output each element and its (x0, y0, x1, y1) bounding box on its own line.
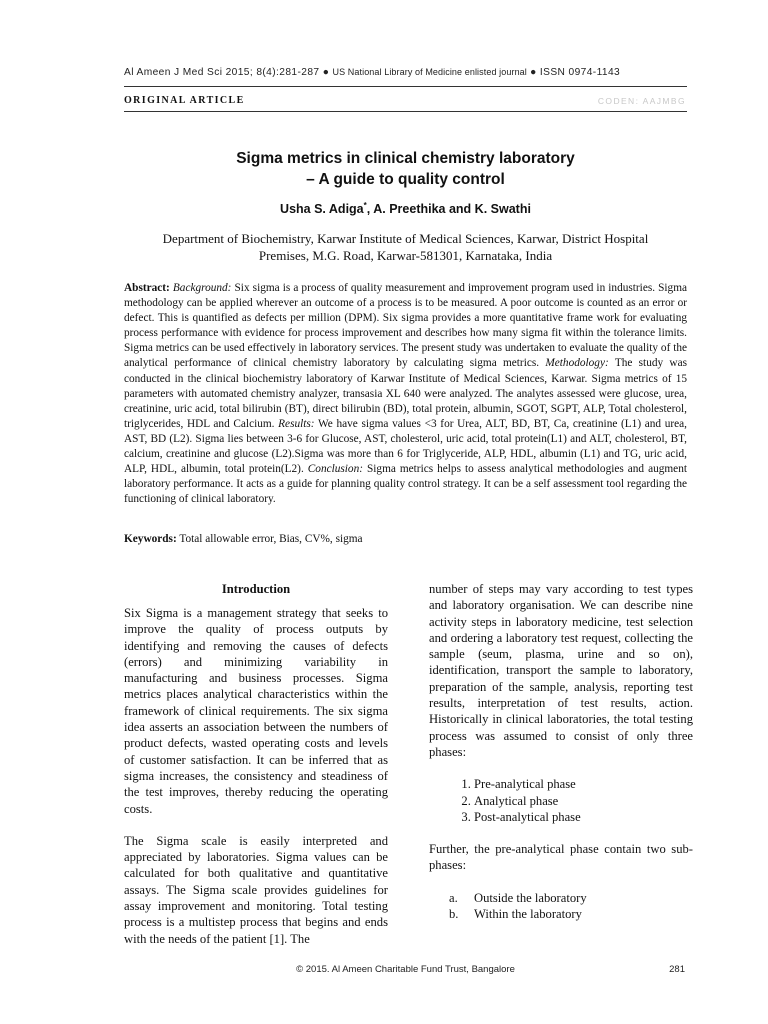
journal-citation-line (124, 67, 684, 78)
list-marker: a. (449, 890, 458, 905)
affiliation (124, 230, 687, 264)
methodology-text: The study was conducted in the clinical biochemistry laboratory of Karwar Institute of Medical Sciences, Karwar. Sigma metrics of 15 parameters with automated chemistry analyzer, transasia XL 640 were analyzed. The analytes assessed were glucose, urea, creatinine, uric acid, total bilirubin (BT), direct bilirubin (BD), total protein, albumin, SGOT, SGPT, ALP, Total cholesterol, triglycerides, HDL and Calcium. (124, 357, 687, 430)
coden: CODEN: AAJMBG (597, 96, 686, 106)
phase-list (429, 776, 693, 825)
subphase-list (429, 890, 693, 923)
list-item (449, 890, 693, 906)
header-rule-bottom (124, 111, 687, 112)
citation: Al Ameen J Med Sci 2015; 8(4):281-287 (124, 67, 320, 78)
list-item: 2. Analytical phase (474, 793, 693, 809)
results-text: We have sigma values <3 for Urea, ALT, BD, BT, Ca, creatinine (L1) and urea, AST, BD (L2). Sigma lies between 3-6 for Glucose, AST, cholesterol, uric acid, total protein(L1) and ALT, cholesterol, BT, calcium, creatinine and glucose (L2).Sigma was more than 6 for Triglyceride, ALP, HDL, albumin (L1) and TG, uric acid, ALP, HDL, albumin, total protein(L2). (124, 417, 687, 476)
affiliation-line-1: Department of Biochemistry, Karwar Institute of Medical Sciences, Karwar, District Hospital (162, 231, 649, 246)
nlm-note: US National Library of Medicine enlisted journal (332, 67, 527, 77)
bullet-icon: ● (322, 67, 330, 78)
header-rule-top (124, 86, 687, 87)
paragraph: number of steps may vary according to test types and laboratory organisation. We can describe nine activity steps in laboratory medicine, test selection and ordering a laboratory test request, collecting the sample (seum, plasma, urine and so on), identification, transport the sample to laboratory, preparation of the sample, analysis, reporting test results, interpretation of test results, action. Historically in clinical laboratories, the total testing process was assumed to consist of only three phases: (429, 582, 693, 759)
methodology-label: Methodology: (545, 357, 609, 370)
corresponding-mark: * (363, 201, 367, 210)
list-text: Within the laboratory (474, 907, 582, 922)
title-line-2: – A guide to quality control (306, 171, 505, 188)
copyright: © 2015. Al Ameen Charitable Fund Trust, Bangalore (296, 964, 515, 975)
title-line-1: Sigma metrics in clinical chemistry laboratory (236, 150, 575, 167)
abstract-label: Abstract: (124, 282, 170, 294)
conclusion-text: Sigma metrics helps to assess analytical methodologies and augment laboratory performance. It acts as a guide for planning quality control strategy. It can be a self assessment tool regarding the functioning of clinical laboratory. (124, 463, 687, 506)
author-first: Usha S. Adiga (280, 202, 364, 217)
list-text: Outside the laboratory (474, 890, 587, 905)
abstract (124, 281, 687, 507)
page-number: 281 (669, 964, 685, 975)
conclusion-label: Conclusion: (307, 463, 363, 476)
section-label: ORIGINAL ARTICLE (124, 95, 245, 106)
article-title (124, 148, 687, 190)
author-rest: , A. Preethika and K. Swathi (366, 202, 531, 217)
left-column (124, 581, 388, 963)
paragraph: Further, the pre-analytical phase contain two sub-phases: (429, 842, 693, 873)
results-label: Results: (278, 417, 315, 430)
list-item: 3. Post-analytical phase (474, 809, 693, 825)
list-item (449, 906, 693, 922)
bullet-icon: ● (530, 67, 537, 78)
background-text: Six sigma is a process of quality measurement and improvement program used in industries. Sigma methodology can be applied wherever an outcome of a process is to be measured. A poor outcome is counted as an error or defect. This is quantified as defects per million (DPM). Six sigma provides a more quantitative frame work for evaluating process performance with evidence for process improvement and describes how many sigma fit within the tolerance limits. Sigma metrics can be used effectively in laboratory services. The present study was undertaken to evaluate the quality of the analytical performance of clinical chemistry laboratory by calculating sigma metrics. (124, 282, 687, 370)
keywords-text: Total allowable error, Bias, CV%, sigma (176, 533, 363, 545)
paragraph: The Sigma scale is easily interpreted and appreciated by laboratories. Sigma values can be calculated for both qualitative and quantitative assays. The Sigma scale provides guidelines for assay improvement and monitoring. Total testing process is a multistep process that begins and ends with the needs of the patient [1]. The (124, 833, 388, 946)
right-column (429, 581, 693, 938)
list-marker: b. (449, 907, 459, 922)
paragraph: Six Sigma is a management strategy that seeks to improve the quality of process outputs by identifying and removing the causes of defects (errors) and minimizing variability in manufacturing and business processes. Sigma metrics places analytical characteristics within the framework of clinical requirements. The six sigma idea asserts an association between the numbers of product defects, wasted operating costs and levels of customer satisfaction. It can be inferred that as sigma increases, the consistency and steadiness of the test improves, thereby reducing the operating costs. (124, 606, 388, 816)
author-list (124, 201, 687, 216)
issn: ISSN 0974-1143 (539, 67, 621, 78)
keywords-label: Keywords: (124, 533, 177, 545)
list-item: 1. Pre-analytical phase (474, 776, 693, 792)
section-heading: Introduction (221, 582, 291, 596)
affiliation-line-2: Premises, M.G. Road, Karwar-581301, Karnataka, India (258, 248, 553, 263)
background-label: Background: (172, 282, 232, 294)
keywords (124, 533, 687, 545)
